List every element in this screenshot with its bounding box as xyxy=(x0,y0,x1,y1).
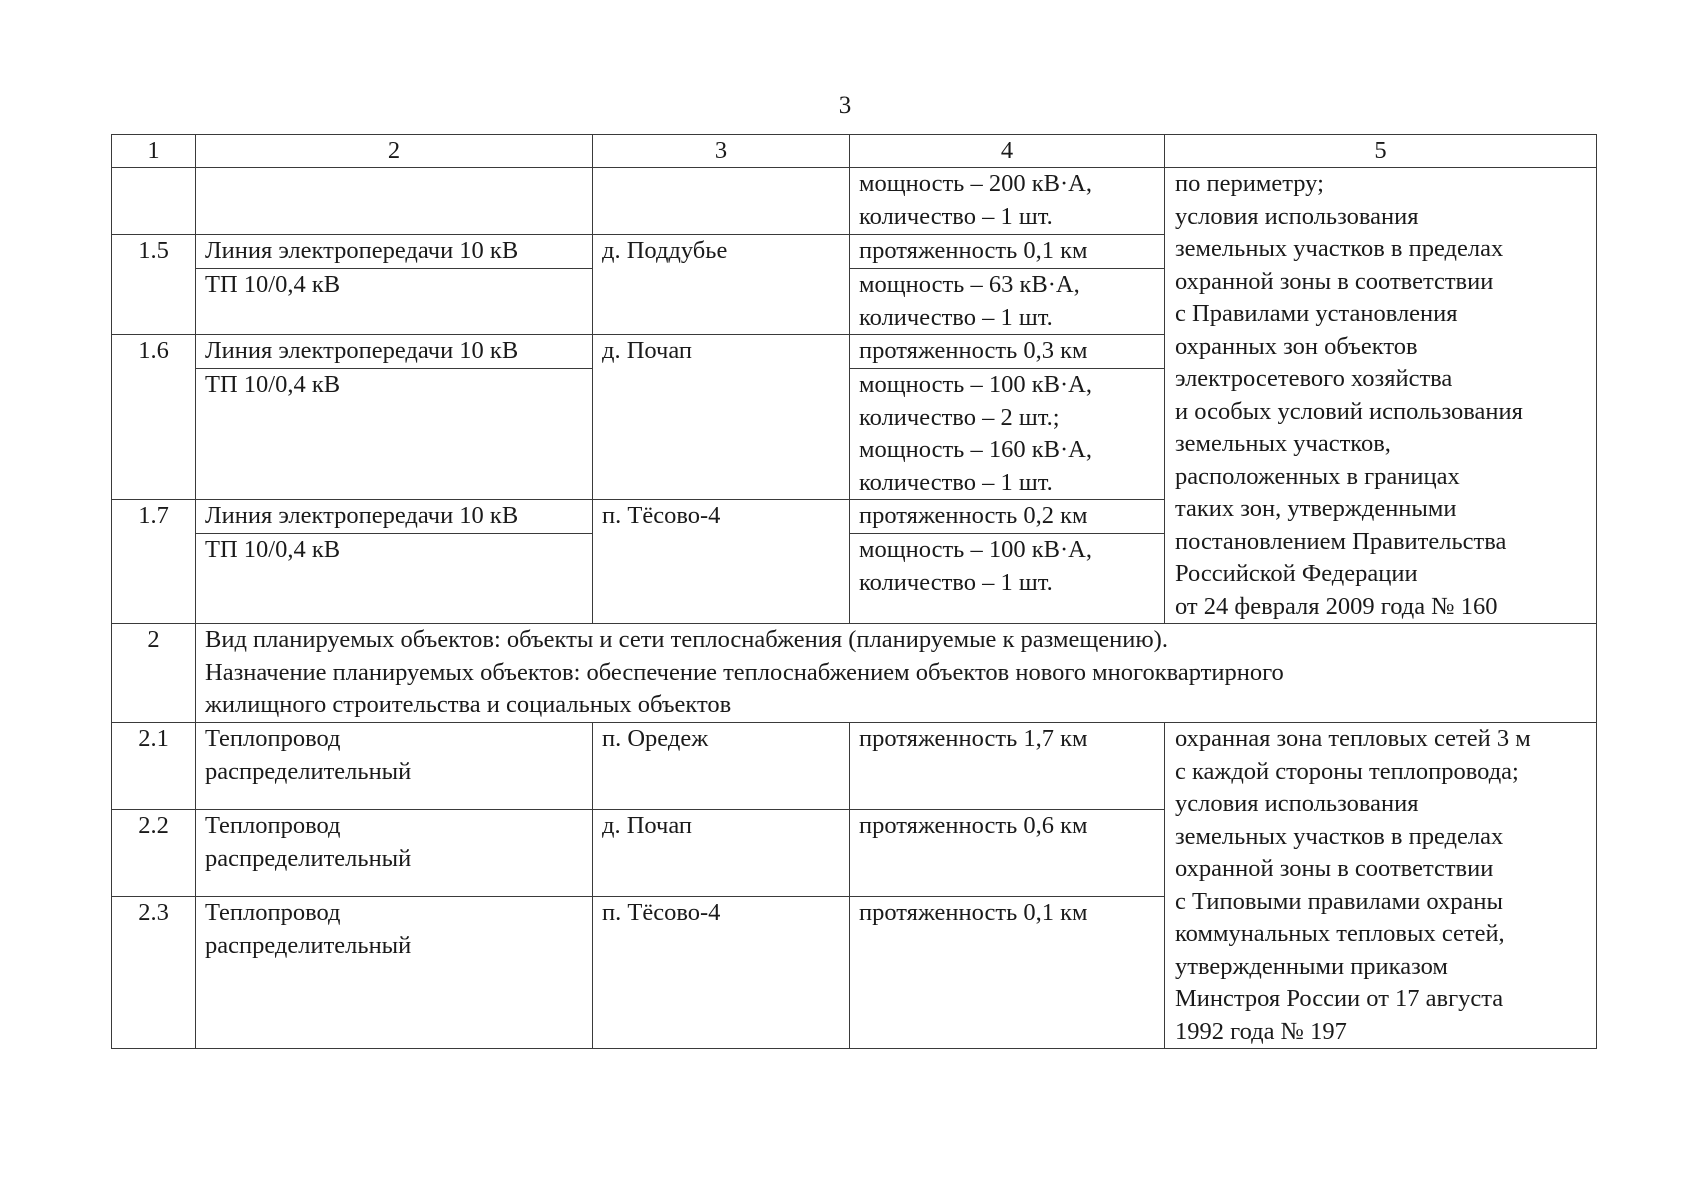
row-number: 1.7 xyxy=(112,500,196,624)
object-characteristics: мощность – 200 кВ·А, количество – 1 шт. xyxy=(850,168,1165,235)
object-name-tp: ТП 10/0,4 кВ xyxy=(196,534,593,624)
object-power: мощность – 100 кВ·А, количество – 2 шт.; мощность – 160 кВ·А, количество – 1 шт. xyxy=(850,369,1165,500)
object-location: п. Оредеж xyxy=(593,723,850,810)
object-name: Теплопровод распределительный xyxy=(196,897,593,1049)
object-name: Теплопровод распределительный xyxy=(196,723,593,810)
object-length: протяженность 0,1 км xyxy=(850,897,1165,1049)
section-number: 2 xyxy=(112,624,196,723)
object-length: протяженность 1,7 км xyxy=(850,723,1165,810)
object-power: мощность – 100 кВ·А, количество – 1 шт. xyxy=(850,534,1165,624)
object-length: протяженность 0,3 км xyxy=(850,335,1165,369)
object-location: д. Почап xyxy=(593,810,850,897)
section-row xyxy=(112,624,1597,723)
header-cell-3: 3 xyxy=(593,135,850,168)
row-number: 1.6 xyxy=(112,335,196,500)
header-cell-1: 1 xyxy=(112,135,196,168)
row-number: 2.2 xyxy=(112,810,196,897)
header-cell-5: 5 xyxy=(1165,135,1597,168)
object-location: д. Почап xyxy=(593,335,850,500)
object-name-tp: ТП 10/0,4 кВ xyxy=(196,269,593,335)
header-cell-4: 4 xyxy=(850,135,1165,168)
object-name-line: Линия электропередачи 10 кВ xyxy=(196,235,593,269)
object-location: п. Тёсово-4 xyxy=(593,897,850,1049)
object-power: мощность – 63 кВ·А, количество – 1 шт. xyxy=(850,269,1165,335)
page-number: 3 xyxy=(838,92,852,119)
object-location: д. Поддубье xyxy=(593,235,850,335)
header-cell-2: 2 xyxy=(196,135,593,168)
protection-zone-heat: охранная зона тепловых сетей 3 м с каждой стороны теплопровода; условия использования земельных участков в пределах охранной зоны в соответствии с Типовыми правилами охраны коммунальных тепловых сетей, утвержденными приказом Минстроя России от 17 августа 1992 года № 197 xyxy=(1165,723,1597,1049)
object-location xyxy=(593,168,850,235)
table-row xyxy=(112,723,1597,810)
object-name: Теплопровод распределительный xyxy=(196,810,593,897)
table-header-row xyxy=(112,135,1597,168)
row-number: 2.1 xyxy=(112,723,196,810)
object-name-line: Линия электропередачи 10 кВ xyxy=(196,500,593,534)
object-length: протяженность 0,1 км xyxy=(850,235,1165,269)
row-number: 2.3 xyxy=(112,897,196,1049)
table-row-continued xyxy=(112,168,1597,235)
object-location: п. Тёсово-4 xyxy=(593,500,850,624)
protection-zone-electric: по периметру; условия использования земельных участков в пределах охранной зоны в соответствии с Правилами установления охранных зон объектов электросетевого хозяйства и особых условий использования земельных участков, расположенных в границах таких зон, утвержденными постановлением Правительства Российской Федерации от 24 февраля 2009 года № 160 xyxy=(1165,168,1597,624)
objects-table xyxy=(111,134,1597,1049)
object-length: протяженность 0,6 км xyxy=(850,810,1165,897)
section-description: Вид планируемых объектов: объекты и сети теплоснабжения (планируемые к размещению). Назначение планируемых объектов: обеспечение теплоснабжением объектов нового многоквартирного жилищного строительства и социальных объектов xyxy=(196,624,1597,723)
row-number xyxy=(112,168,196,235)
object-name-tp: ТП 10/0,4 кВ xyxy=(196,369,593,500)
row-number: 1.5 xyxy=(112,235,196,335)
object-length: протяженность 0,2 км xyxy=(850,500,1165,534)
object-name xyxy=(196,168,593,235)
object-name-line: Линия электропередачи 10 кВ xyxy=(196,335,593,369)
